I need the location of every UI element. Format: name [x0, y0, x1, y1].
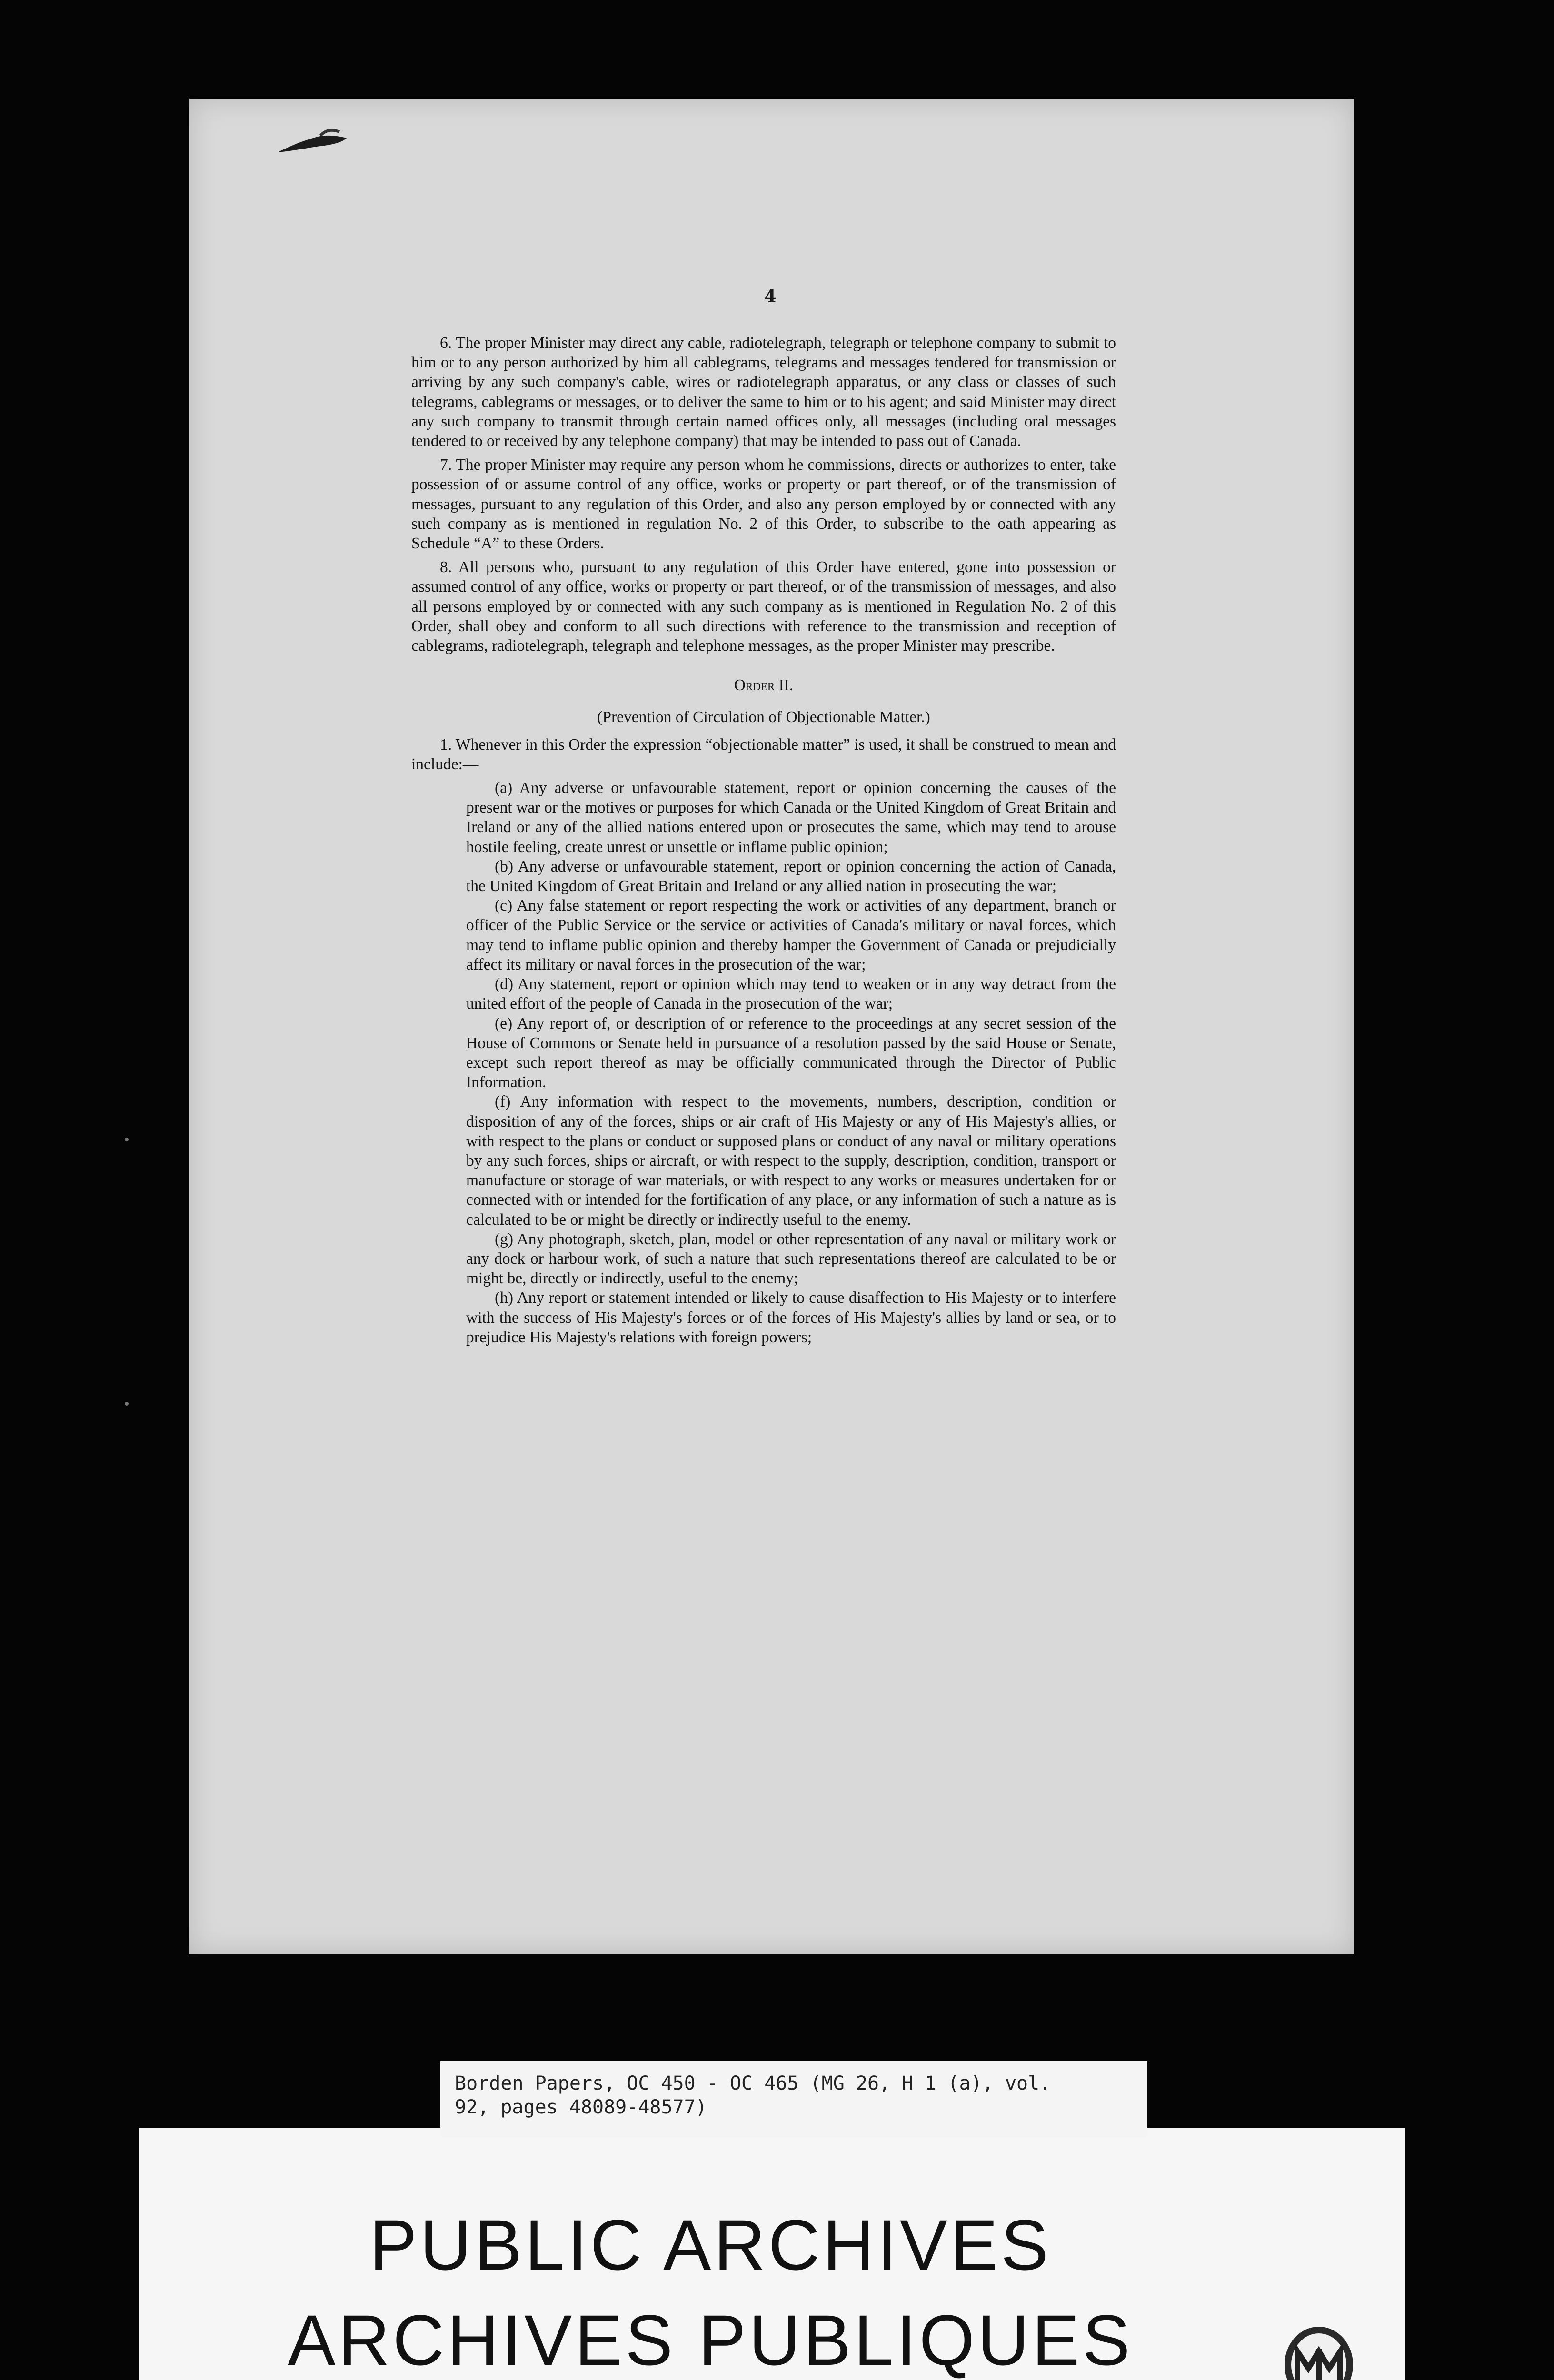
clause-b: (b) Any adverse or unfavourable statement, report or opinion concerning the action of Canada, the United Kingdom of Great Britain and Ireland or any allied nation in prosecuting the war; [466, 857, 1116, 895]
reference-line-2: 92, pages 48089-48577) [455, 2096, 707, 2118]
clause-a: (a) Any adverse or unfavourable statement, report or opinion concerning the causes of the present war or the motives or purposes for which Canada or the United Kingdom of Great Britain and Ireland or any of the allied nations entered upon or prosecutes the same, which may tend to arouse hostile feeling, create unrest or unsettle or inflame public opinion; [466, 779, 1116, 856]
paragraph-6: 6. The proper Minister may direct any cable, radiotelegraph, telegraph or telephone company to submit to him or to any person authorized by him all cablegrams, telegrams and messages tendered for transmission or arriving by any such company's cable, wires or radiotelegraph apparatus, or any class or classes of such telegrams, cablegrams or messages, or to deliver the same to him or to his agent; and said Minister may direct any such company to transmit through certain named offices only, all messages (including oral messages tendered to or received by any telephone company) that may be intended to pass out of Canada. [411, 334, 1116, 450]
order-intro: 1. Whenever in this Order the expression “objectionable matter” is used, it shall be construed to mean and include:— [411, 735, 1116, 773]
archives-crest-icon [1281, 2323, 1357, 2380]
edge-dot [125, 1138, 129, 1141]
paragraph-8: 8. All persons who, pursuant to any regulation of this Order have entered, gone into possession or assumed control of any office, works or property or part thereof, or of the transmission of messages, and also all persons employed by or connected with any such company as is mentioned in Regulation No. 2 of this Order, shall obey and conform to all such directions with reference to the transmission and reception of cablegrams, radiotelegraph, telegraph and telephone messages, as the proper Minister may prescribe. [411, 558, 1116, 655]
clause-h: (h) Any report or statement intended or likely to cause disaffection to His Majesty or to interfere with the success of His Majesty's forces or of the forces of His Majesty's allies by land or sea, or to prejudice His Majesty's relations with foreign powers; [466, 1289, 1116, 1346]
edge-dot [125, 1402, 129, 1406]
smudge-mark [275, 126, 351, 159]
reference-line-1: Borden Papers, OC 450 - OC 465 (MG 26, H 1 (a), vol. [455, 2073, 1051, 2094]
order-heading: Order II. [734, 676, 794, 694]
paragraph-7: 7. The proper Minister may require any person whom he commissions, directs or authorizes to enter, take possession of or assume control of any office, works or property or part thereof, or of the transmission of messages, pursuant to any regulation of this Order, and also any person employed by or connected with any such company as is mentioned in regulation No. 2 of this Order, to subscribe to the oath appearing as Schedule “A” to these Orders. [411, 456, 1116, 553]
clause-g: (g) Any photograph, sketch, plan, model or other representation of any naval or military work or any dock or harbour work, of such a nature that such representations thereof are calculated to be or might be, directly or indirectly, useful to the enemy; [466, 1230, 1116, 1288]
archive-title-english: PUBLIC ARCHIVES [369, 2205, 1052, 2285]
clause-d: (d) Any statement, report or opinion which may tend to weaken or in any way detract from the united effort of the people of Canada in the prosecution of the war; [466, 975, 1116, 1013]
order-subheading: (Prevention of Circulation of Objectionable Matter.) [597, 708, 930, 726]
clause-f: (f) Any information with respect to the movements, numbers, description, condition or disposition of any of the forces, ships or air craft of His Majesty or any of His Majesty's allies, or with respect to the plans or conduct or supposed plans or conduct of any naval or military operations by any such forces, ships or aircraft, or with respect to the supply, description, condition, transport or manufacture or storage of war materials, or with respect to any works or measures undertaken for or connected with or intended for the fortification of any place, or any information of such a nature as is calculated to be or might be directly or indirectly useful to the enemy. [466, 1093, 1116, 1229]
clause-e: (e) Any report of, or description of or reference to the proceedings at any secret session of the House of Commons or Senate held in pursuance of a resolution passed by the said House or Senate, except such report thereof as may be officially communicated through the Director of Public Information. [466, 1014, 1116, 1091]
archive-card [139, 2128, 1405, 2380]
reference-label [440, 2061, 1147, 2137]
page-number: 4 [764, 287, 777, 307]
archive-title-french: ARCHIVES PUBLIQUES [288, 2300, 1133, 2380]
document-body [411, 333, 1116, 1347]
clause-c: (c) Any false statement or report respecting the work or activities of any department, branch or officer of the Public Service or the service or activities of Canada's military or naval forces, which may tend to inflame public opinion and thereby hamper the Government of Canada or prejudicially affect its military or naval forces in the prosecution of the war; [466, 897, 1116, 973]
